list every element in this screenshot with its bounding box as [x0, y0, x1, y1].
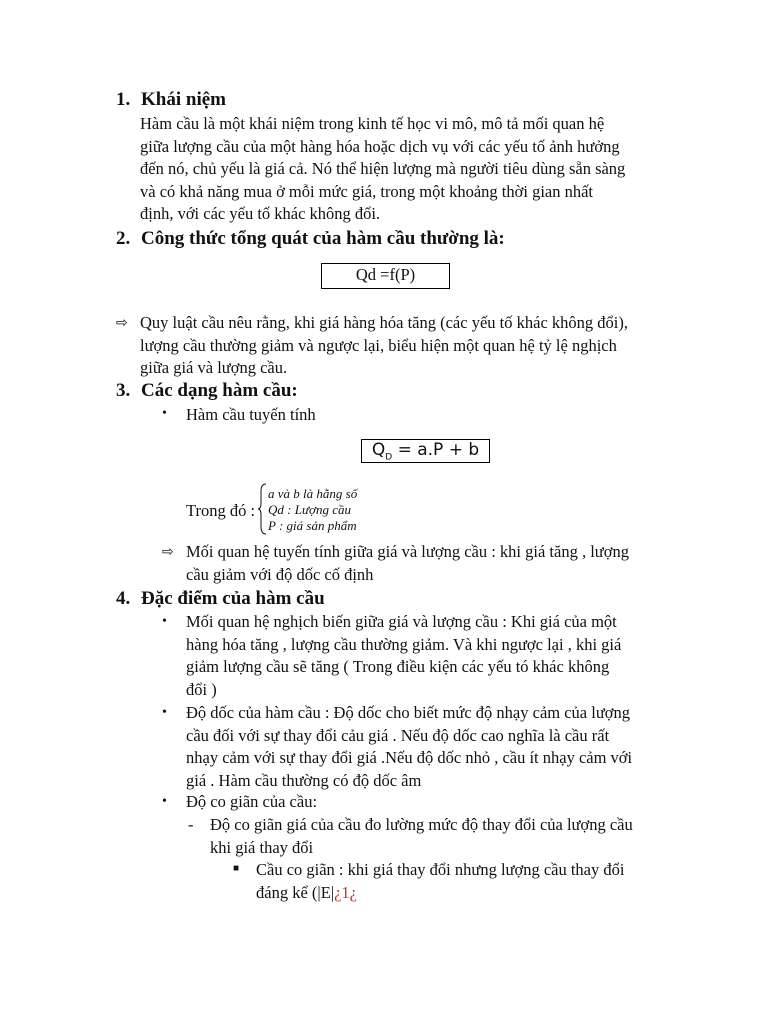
section-2-paragraph: [140, 312, 628, 380]
section-4-title: Đặc điểm của hàm cầu: [141, 588, 325, 609]
paragraph-line: Độ co giãn giá của cầu đo lường mức độ thay đổi của lượng cầu: [210, 815, 633, 834]
paragraph-line: Mối quan hệ nghịch biến giữa giá và lượng cầu : Khi giá của một: [186, 612, 617, 631]
paragraph-line: hàng hóa tăng , lượng cầu thường giảm. Và khi ngược lại , khi giá: [186, 634, 622, 654]
bullet-icon: •: [162, 614, 167, 629]
bullet-text-linear-demand: Hàm cầu tuyến tính: [186, 405, 316, 424]
section-2-number: 2.: [116, 228, 131, 249]
section-4-bullet-1: [186, 611, 621, 701]
trong-do-label: Trong đó :: [186, 501, 256, 520]
paragraph-line: giữa giá và lượng cầu.: [140, 358, 288, 377]
paragraph-line: cầu giảm với độ dốc cố định: [186, 564, 374, 584]
formula-text: Qd =f(P): [355, 265, 416, 284]
paragraph-line: Hàm cầu là một khái niệm trong kinh tế học vi mô, mô tả mối quan hệ: [140, 114, 605, 133]
bullet-icon: •: [162, 794, 167, 809]
paragraph-line: và có khả năng mua ở mỗi mức giá, trong một khoảng thời gian nhất: [140, 181, 594, 201]
paragraph-line: Quy luật cầu nêu rằng, khi giá hàng hóa tăng (các yếu tố khác không đổi),: [140, 313, 628, 332]
section-4-number: 4.: [116, 588, 131, 609]
paragraph-line: Cầu co giãn : khi giá thay đổi nhưng lượng cầu thay đổi: [256, 860, 625, 879]
brace-definitions: [268, 486, 357, 534]
section-1-number: 1.: [116, 89, 131, 110]
section-2-title: Công thức tổng quát của hàm cầu thường là:: [141, 228, 505, 249]
paragraph-line: giữa lượng cầu của một hàng hóa hoặc dịch vụ với các yếu tố ảnh hưởng: [140, 136, 620, 156]
broken-equation-glyphs: ¿1¿: [334, 882, 357, 902]
paragraph-line: Độ dốc của hàm cầu : Độ dốc cho biết mức độ nhạy cảm của lượng: [186, 703, 631, 722]
square-bullet-icon: ■: [233, 863, 240, 874]
formula2-subscript: D: [385, 452, 393, 463]
section-1-heading: [116, 89, 226, 111]
paragraph-line: đổi ): [186, 679, 217, 699]
paragraph-line: nhạy cảm với sự thay đổi giá .Nếu độ dốc nhỏ , cầu ít nhạy cảm với: [186, 748, 633, 767]
section-2-heading: [116, 228, 505, 250]
paragraph-line: [256, 882, 624, 905]
section-1-paragraph: [140, 113, 625, 226]
paragraph-line: đến nó, chủ yếu là giá cả. Nó thể hiện lượng mà người tiêu dùng sẵn sàng: [140, 159, 626, 178]
arrow-right-icon: ⇨: [162, 544, 174, 560]
paragraph-line: định, với các yếu tố khác không đổi.: [140, 204, 381, 223]
bullet-icon: •: [162, 406, 167, 421]
formula2-rest: = a.P + b: [392, 440, 480, 460]
section-3-title: Các dạng hàm cầu:: [141, 380, 298, 401]
section-4-bullet-2: [186, 702, 632, 792]
section-3-heading: [116, 380, 298, 402]
section-4-heading: [116, 588, 325, 610]
dash-icon: -: [188, 815, 194, 834]
paragraph-line: giảm lượng cầu sẽ tăng ( Trong điều kiện các yếu tó khác không: [186, 657, 610, 676]
section-4-square-item: [256, 859, 624, 904]
definition-line: a và b là hằng số: [268, 486, 358, 501]
text-run: đáng kể (|E|: [256, 882, 335, 902]
bullet-icon: •: [162, 705, 167, 720]
section-4-bullet-3: Độ co giãn của cầu:: [186, 792, 318, 811]
paragraph-line: cầu đối với sự thay đổi cảu giá . Nếu độ dốc cao nghĩa là cầu rất: [186, 725, 610, 745]
section-3-arrow-paragraph: [186, 541, 629, 586]
section-4-dash-item: [210, 814, 633, 859]
arrow-right-icon: ⇨: [116, 315, 128, 331]
section-3-number: 3.: [116, 380, 131, 401]
paragraph-line: khi giá thay đổi: [210, 837, 314, 857]
section-1-title: Khái niệm: [141, 89, 226, 110]
paragraph-line: lượng cầu thường giảm và ngược lại, biểu hiện một quan hệ tỷ lệ nghịch: [140, 335, 617, 355]
formula-box-qd: [321, 263, 450, 289]
paragraph-line: Mối quan hệ tuyến tính giữa giá và lượng cầu : khi giá tăng , lượng: [186, 542, 629, 561]
curly-brace: [258, 483, 268, 535]
definition-line: Qd : Lượng cầu: [268, 502, 351, 517]
paragraph-line: giá . Hàm cầu thường có độ dốc âm: [186, 770, 422, 790]
formula-box-linear: [361, 439, 490, 463]
formula2-q: Q: [371, 440, 386, 460]
definition-line: P : giá sản phẩm: [268, 518, 357, 533]
